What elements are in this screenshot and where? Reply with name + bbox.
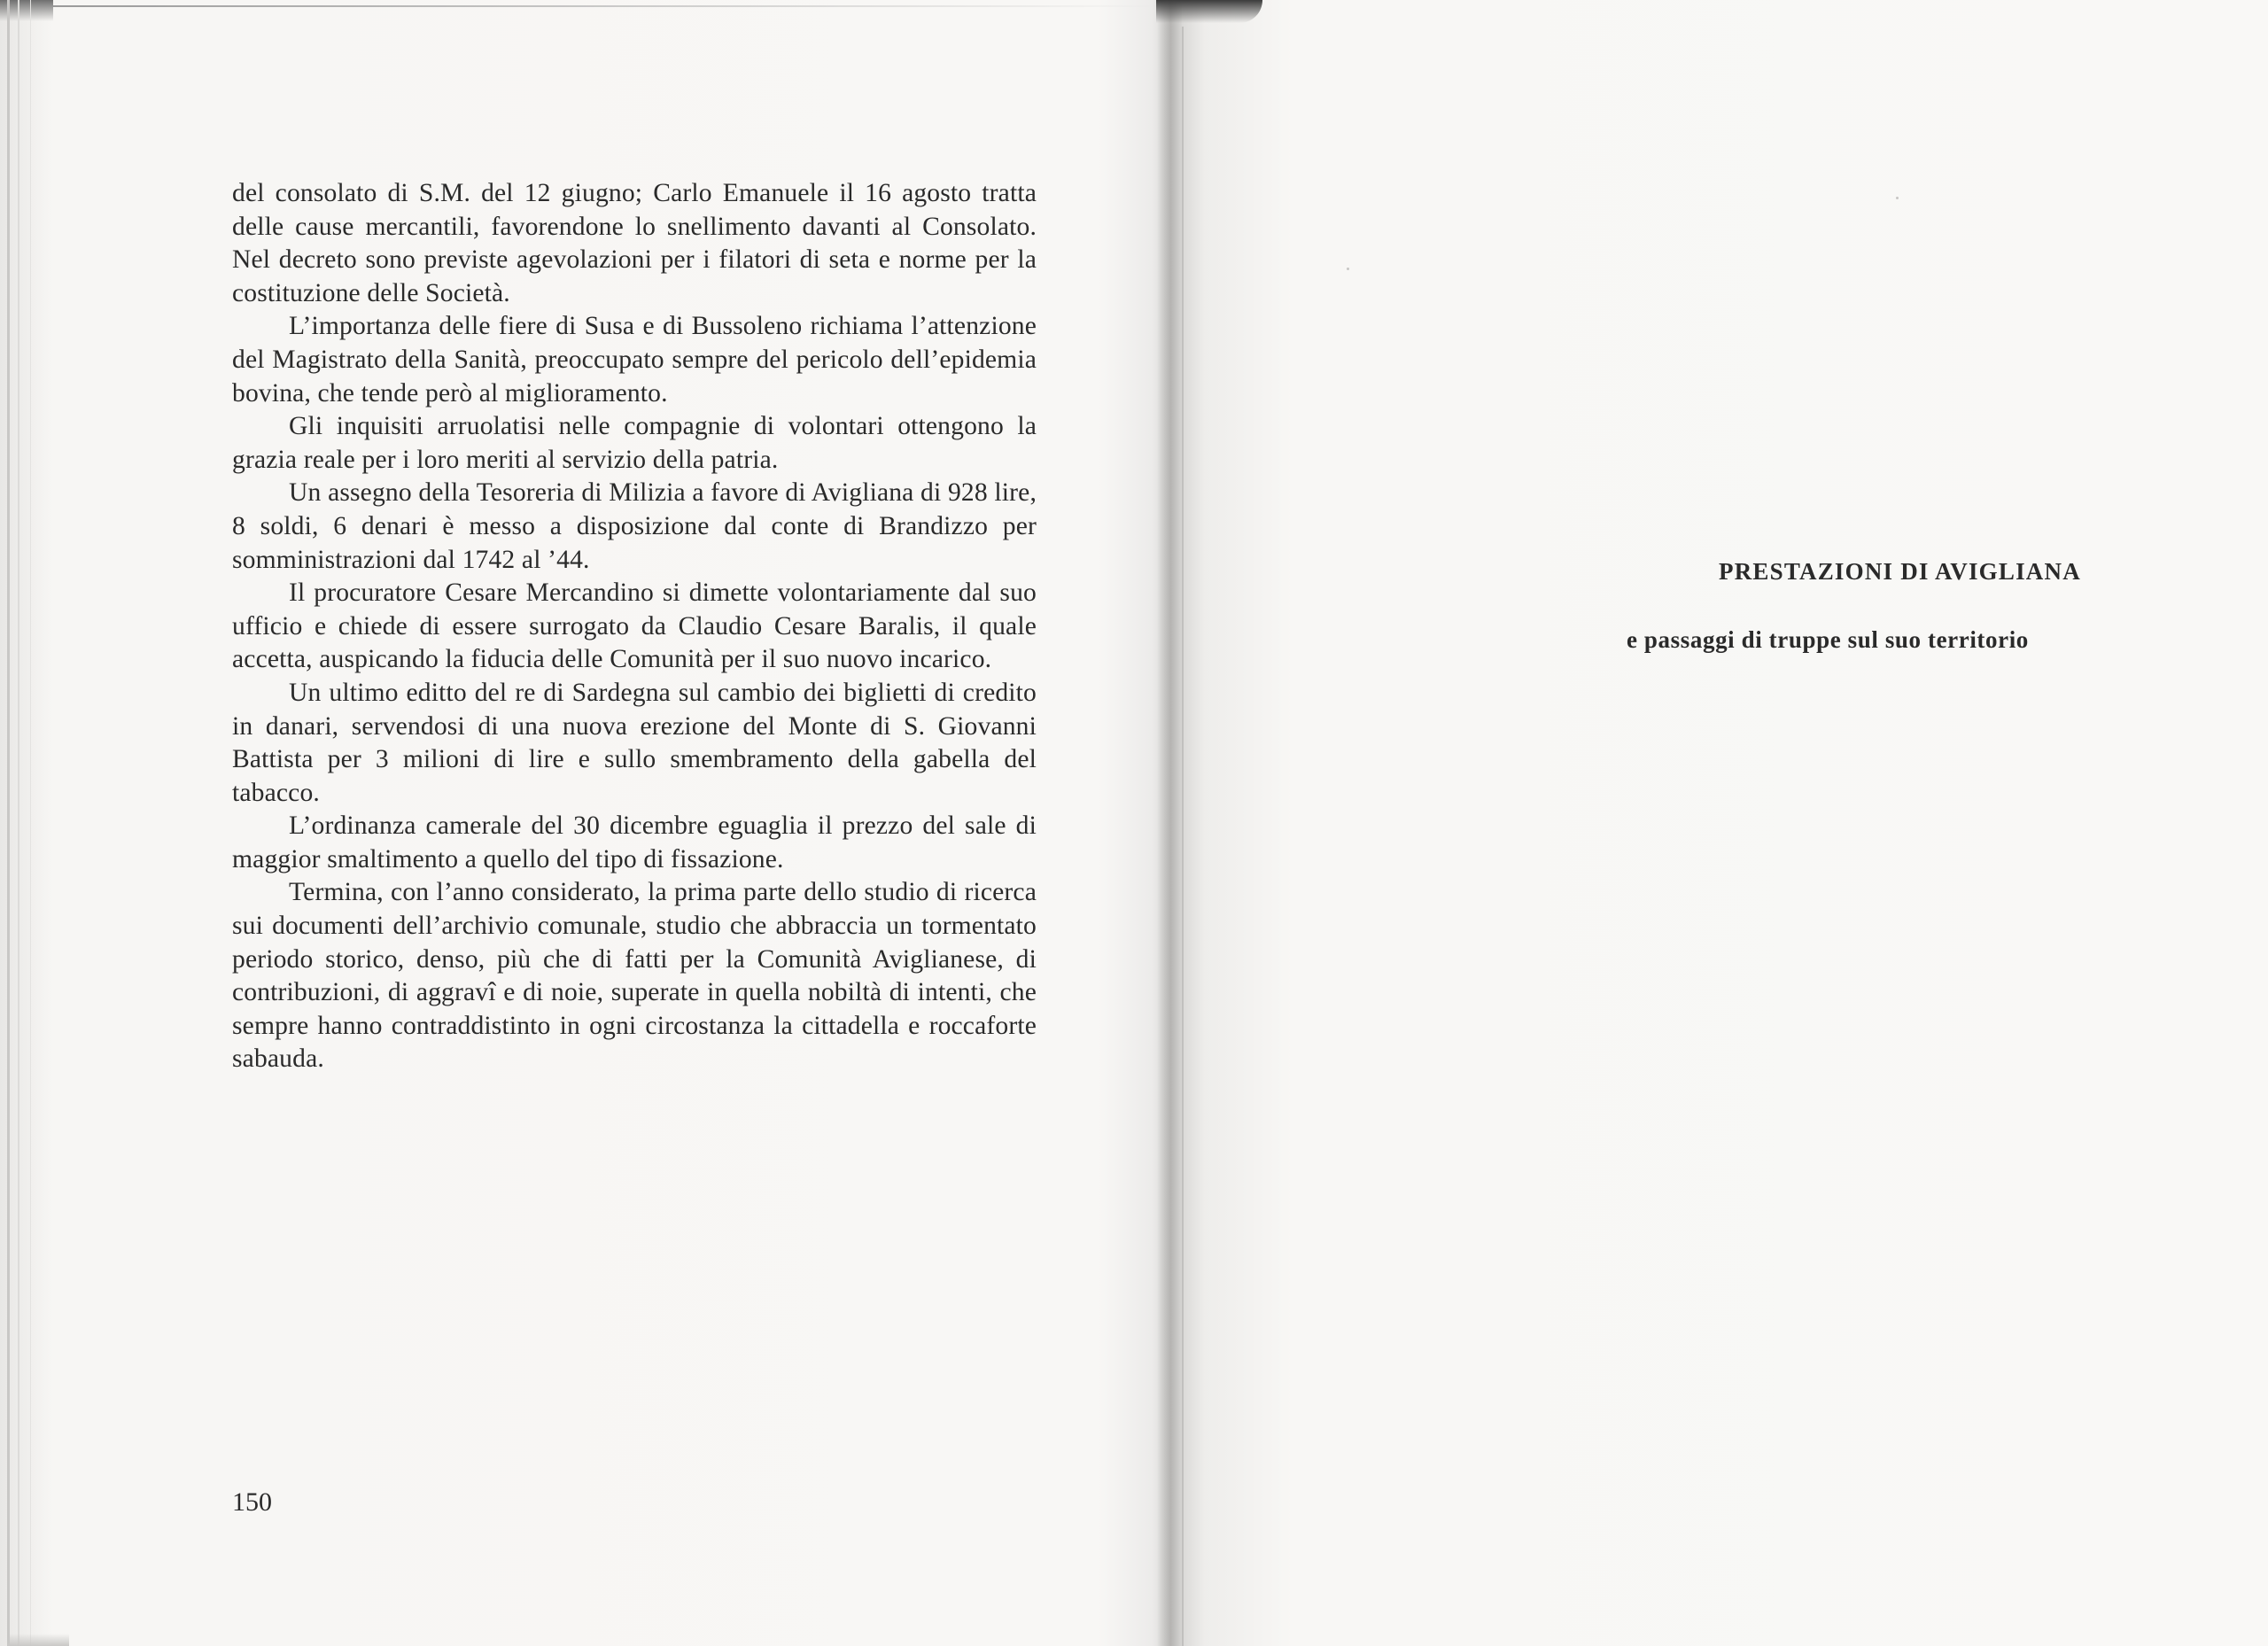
paper-speck	[1347, 268, 1349, 270]
gutter-line	[1182, 27, 1184, 1646]
gutter-shadow	[1156, 0, 1262, 23]
chapter-subheading: e passaggi di truppe sul suo territorio	[1627, 626, 2029, 653]
body-text	[232, 177, 1037, 1076]
paragraph: Un assegno della Tesoreria di Milizia a favore di Avigliana di 928 lire, 8 soldi, 6 denari è messo a disposizione dal conte di Brandizzo per somministrazioni dal 1742 al ’44.	[232, 478, 1037, 574]
right-page	[1169, 0, 2268, 1646]
paragraph: Il procuratore Cesare Mercandino si dimette volontariamente dal suo ufficio e chiede di essere surrogato da Claudio Cesare Baralis, il quale accetta, auspicando la fiducia delle Comunità per il suo nuovo incarico.	[232, 578, 1037, 674]
paragraph: Termina, con l’anno considerato, la prima parte dello studio di ricerca sui documenti dell’archivio comunale, studio che abbraccia un tormentato periodo storico, denso, più che di fatti per la Comunità Aviglianese, di contribuzioni, di aggravî e di noie, superate in quella nobiltà di intenti, che sempre hanno contraddistinto in ogni circostanza la cittadella e roccaforte sabauda.	[232, 878, 1037, 1074]
paragraph: L’importanza delle fiere di Susa e di Bussoleno richiama l’attenzione del Magistrato della Sanità, preoccupato sempre del pericolo dell’epidemia bovina, che tende però al miglioramento.	[232, 312, 1037, 408]
paragraph: del consolato di S.M. del 12 giugno; Carlo Emanuele il 16 agosto tratta delle cause mercantili, favorendone lo snellimento davanti al Consolato. Nel decreto sono previste agevolazioni per i filatori di seta e norme per la costituzione delle Società.	[232, 179, 1037, 307]
page-top-edge	[53, 5, 1161, 7]
page-corner-shadow	[7, 1634, 69, 1646]
paper-speck	[1896, 197, 1899, 199]
book-gutter	[1157, 0, 1182, 1646]
page-edge-line	[30, 0, 31, 1646]
paragraph: L’ordinanza camerale del 30 dicembre eguaglia il prezzo del sale di maggior smaltimento a quello del tipo di fissazione.	[232, 811, 1037, 873]
paragraph: Un ultimo editto del re di Sardegna sul cambio dei biglietti di credito in danari, servendosi di una nuova erezione del Monte di S. Giovanni Battista per 3 milioni di lire e sullo smembramento della gabella del tabacco.	[232, 678, 1037, 807]
paragraph: Gli inquisiti arruolatisi nelle compagnie di volontari ottengono la grazia reale per i loro meriti al servizio della patria.	[232, 412, 1037, 474]
chapter-heading: PRESTAZIONI DI AVIGLIANA	[1719, 558, 2081, 585]
page-number: 150	[232, 1487, 272, 1517]
page-edge-line	[7, 0, 10, 1646]
page-edge-line	[18, 0, 19, 1646]
